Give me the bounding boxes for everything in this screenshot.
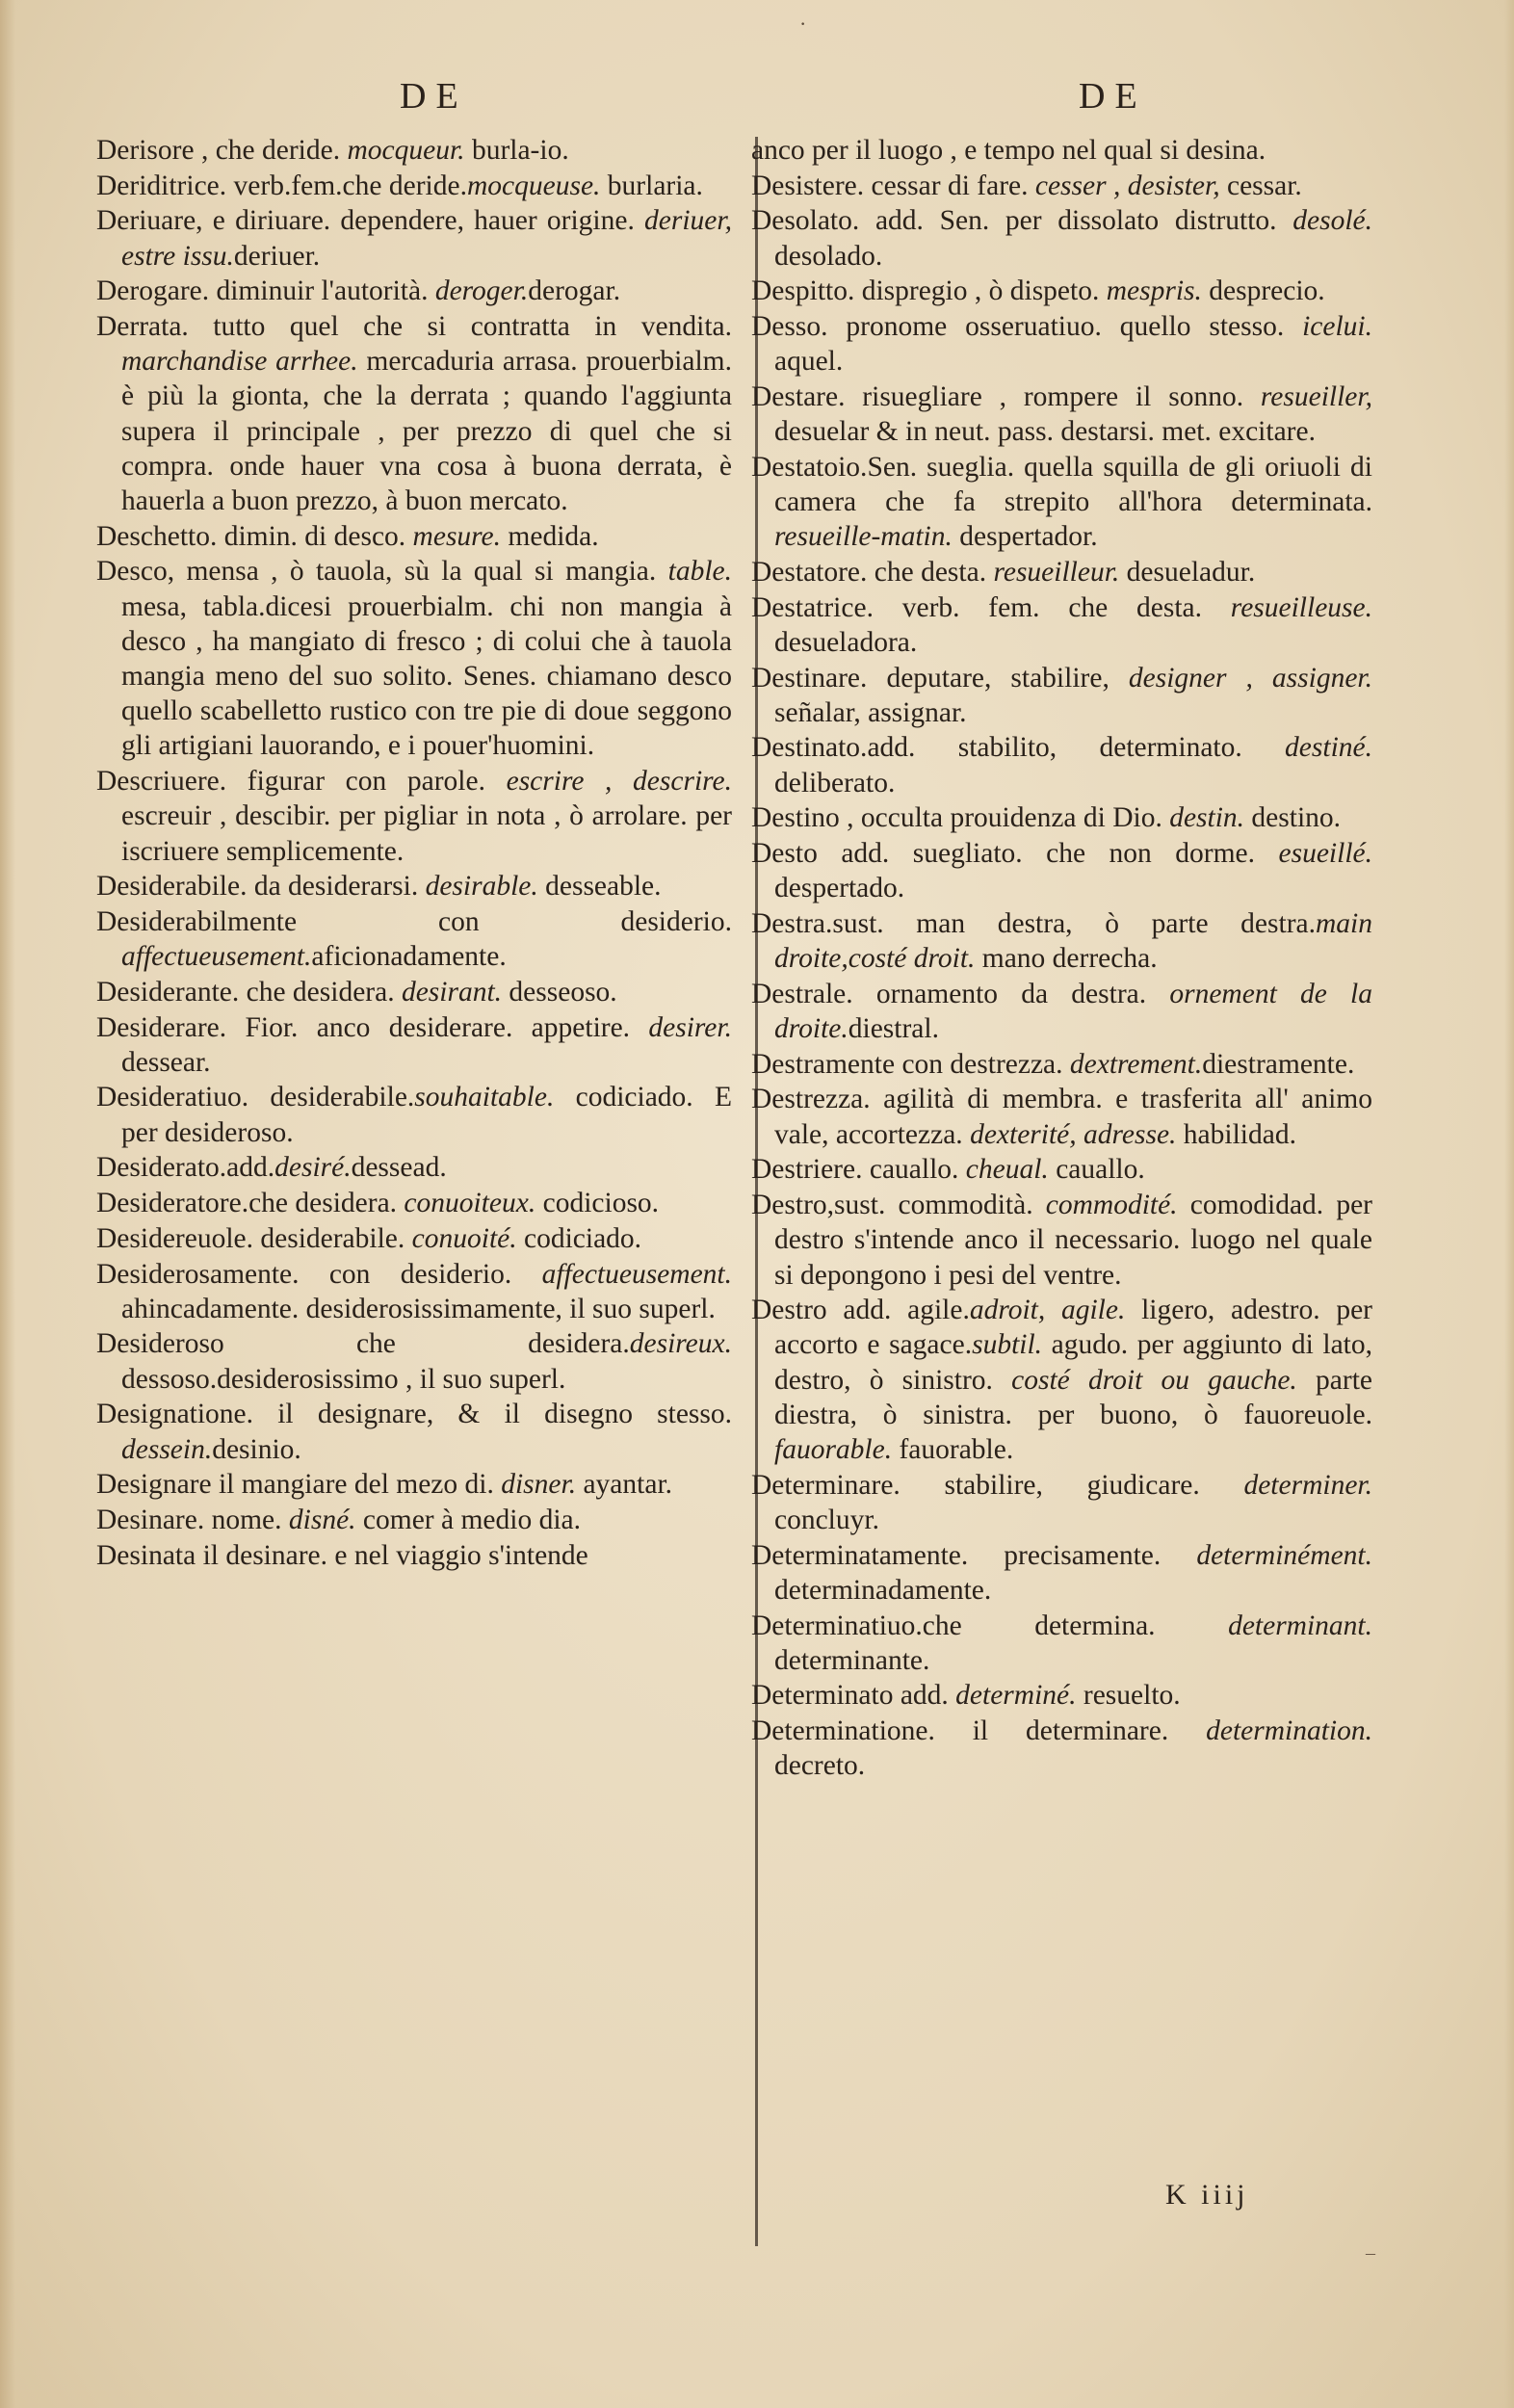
entry-definition: che desidera. [239,976,395,1008]
entry-headword: Desinare. [96,1504,205,1535]
entry-spanish: desseoso. [502,976,617,1008]
entry-french: conuoiteux. [397,1188,536,1219]
entry-definition: figurar con parole. [226,766,485,798]
entry-headword: Desistere. [751,170,865,201]
entry-definition: che deride. [208,135,341,166]
page-edge-shadow-left [0,0,15,2408]
entry-french: cesser , desister, [1028,170,1220,201]
entry-french: desiré. [274,1152,352,1184]
entry-spanish: diestral. [848,1013,939,1045]
entry-french: cheual. [958,1154,1049,1186]
entry-definition: verb. fem. che desta. [873,591,1203,623]
entry-french: desirer. [630,1011,732,1043]
entry-spanish: diestramente. [1202,1048,1355,1080]
entry-spanish: mesa, tabla.dicesi prouerbialm. chi non mangia à desco , ha mangiato di fresco ; di colui che à tauola mangia meno del suo solito. Senes. chiamano desco quello scabelletto rustico con tre pie di doue seggono gli artigiani lauorando, e i pouer'huomini. [121,590,732,762]
dictionary-entry [96,1538,732,1573]
dictionary-entry [751,203,1372,273]
entry-spanish: dessead. [351,1152,447,1184]
dictionary-entry [751,555,1372,589]
entry-headword: Desiderante. [96,976,240,1008]
entry-definition: precisamente. [968,1539,1162,1571]
dictionary-entry [751,730,1372,799]
entry-french: mesure. [405,520,502,552]
entry-spanish: medida. [501,520,599,552]
entry-definition: add. agile. [826,1295,970,1326]
dictionary-entry [751,906,1372,976]
dictionary-entry [96,904,732,974]
entry-spanish: despertado. [774,873,905,904]
entry-headword: Determinato [751,1680,894,1712]
entry-headword: Derogare. [96,275,210,307]
dictionary-entry [751,836,1372,905]
entry-definition: deputare, stabilire, [867,662,1109,694]
dictionary-entry [751,309,1372,379]
dictionary-entry [751,1678,1372,1713]
entry-definition: ornamento da destra. [852,978,1147,1009]
dictionary-entry [96,1467,732,1502]
entry-headword: Derisore , [96,135,209,166]
dictionary-entry [751,1538,1372,1608]
entry-french: escrire , descrire. [484,766,732,798]
entry-french: destin. [1162,802,1245,834]
entry-definition: verb.fem.che deride. [226,170,467,201]
entry-spanish: destino. [1244,802,1342,834]
entry-definition: risuegliare , rompere il sonno. [845,380,1244,412]
entry-headword: Desideratore. [96,1188,249,1219]
entry-spanish: escreuir , descibir. per pigliar in nota , ò arrolare. per iscriuere semplicemente. [121,800,732,867]
entry-french: commodité. [1032,1190,1178,1221]
top-mark: · [799,12,807,36]
entry-definition: diminuir l'autorità. [209,275,429,307]
entry-spanish: habilidad. [1176,1118,1296,1150]
running-header-left: DE [400,76,468,117]
entry-french: deroger. [428,275,529,307]
entry-french: souhaitable. [414,1082,555,1113]
dictionary-entry [751,977,1372,1046]
entry-french: costé droit ou gauche. [992,1364,1297,1396]
entry-headword: Despitto. [751,275,855,307]
entry-headword: Determinatiuo. [751,1610,923,1641]
entry-headword: Desideratiuo. [96,1082,249,1113]
entry-french: disné. [281,1504,356,1535]
dictionary-entry [96,133,732,168]
entry-spanish: desolado. [774,240,883,272]
dictionary-entry [96,1503,732,1537]
entry-spanish: deliberato. [774,767,896,798]
entry-french: desolé. [1276,205,1372,237]
entry-headword: Desiderabile. [96,871,248,903]
entry-definition: occulta prouidenza di Dio. [853,802,1162,834]
dictionary-entry [751,1468,1372,1537]
entry-french: designer , assigner. [1109,662,1373,694]
dictionary-entry [96,1150,732,1185]
dictionary-entry [96,169,732,203]
entry-definition: con destrezza. [895,1048,1063,1080]
dictionary-entry [96,274,732,308]
entry-french: determinant. [1155,1610,1372,1641]
entry-spanish: aquel. [774,346,844,378]
entry-definition: desiderabile. [248,1082,415,1113]
dictionary-entry [96,1080,732,1149]
entry-definition: add. suegliato. che non dorme. [817,838,1256,870]
dictionary-entry [96,869,732,903]
dictionary-entry [96,309,732,518]
entry-french: determiné. [948,1680,1077,1712]
entry-french: resueilleur. [986,556,1120,588]
entry-spanish: burlaria. [600,170,703,201]
entry-definition: nome. [204,1504,282,1535]
entry-definition: dimin. di desco. [217,520,406,552]
entry-french: dessein. [121,1433,213,1465]
entry-spanish: desueladur. [1119,556,1256,588]
dictionary-entry [751,133,1372,168]
dictionary-entry [96,1186,732,1220]
entry-definition: add. stabilito, determinato. [867,732,1242,764]
entry-spanish: ayantar. [576,1469,673,1501]
dictionary-entry [96,1257,732,1326]
entry-spanish: derogar. [528,275,621,307]
entry-spanish: ligero, adestro. per accorto e sagace. [774,1295,1372,1361]
dictionary-entry [96,1326,732,1396]
entry-spanish: determinadamente. [774,1574,992,1606]
entry-definition: agilità di membra. e trasferita all' animo vale, accortezza. [774,1084,1372,1150]
dictionary-entry [96,519,732,554]
entry-spanish: codiciado. [516,1222,642,1254]
dictionary-entry [96,764,732,869]
entry-definition: cessar di fare. [864,170,1029,201]
entry-headword: Desolato. [751,205,860,237]
left-column [96,133,732,1573]
entry-spanish: resuelto. [1076,1680,1181,1712]
entry-headword: Desiderosamente. [96,1258,300,1290]
entry-headword: Desideroso [96,1328,224,1360]
dictionary-entry [96,975,732,1009]
entry-spanish: desuelar & in neut. pass. destarsi. met. excitare. [774,416,1316,448]
entry-french: desirant. [394,976,503,1008]
dictionary-entry [96,554,732,763]
entry-headword: Descriuere. [96,766,227,798]
entry-french: main droite,costé droit. [774,907,1372,975]
entry-definition: che desidera. [248,1188,398,1219]
entry-spanish: desseable. [537,871,662,903]
dictionary-entry [751,1293,1372,1467]
entry-spanish: decreto. [774,1750,866,1782]
entry-spanish: mano derrecha. [975,943,1158,975]
entry-headword: Destra. [751,907,833,939]
entry-headword: Destramente [751,1048,896,1080]
entry-headword: Designare [96,1469,212,1501]
entry-headword: Destrezza. [751,1084,871,1115]
entry-spanish: concluyr. [774,1504,879,1535]
dictionary-entry [751,1152,1372,1187]
dictionary-entry [751,800,1372,835]
entry-spanish: aficionadamente. [311,941,507,973]
entry-headword: Desiderato. [96,1152,227,1184]
dictionary-entry [96,1010,732,1080]
dictionary-entry [96,203,732,273]
entry-headword: Desinata [96,1539,196,1571]
entry-definition: tutto quel che si contratta in vendita. [188,311,732,343]
entry-definition: add. Sen. per dissolato distrutto. [859,205,1277,237]
entry-spanish: desprecio. [1201,275,1325,307]
dictionary-entry [751,1188,1372,1293]
entry-headword: Destino , [751,802,854,834]
entry-definition: anco per il luogo , e tempo nel qual si desina. [751,135,1266,166]
entry-spanish: dessoso.desiderosissimo , il suo superl. [121,1363,566,1395]
entry-headword: Deschetto. [96,520,218,552]
signature-mark: K iiij [1165,2179,1249,2211]
entry-headword: Destro [751,1295,827,1326]
entry-french: ornement de la droite. [774,978,1372,1045]
right-column [751,133,1372,1784]
entry-definition: il desinare. e nel viaggio s'intende [196,1539,588,1571]
entry-headword: Destinato. [751,732,868,764]
entry-french: deriuer, estre issu. [121,205,732,272]
entry-definition: add. [893,1680,949,1712]
entry-definition: desiderabile. [253,1222,405,1254]
page-edge-shadow-right [1504,0,1514,2408]
entry-definition: dispregio , ò dispeto. [854,275,1100,307]
entry-headword: Derrata. [96,311,189,343]
entry-french: mespris. [1099,275,1202,307]
entry-headword: Desidereuole. [96,1222,253,1254]
entry-french: table. [656,556,732,588]
dictionary-entry [751,169,1372,203]
entry-french: affectueusement. [121,941,312,973]
entry-spanish: dessear. [121,1046,211,1078]
entry-definition: che desta. [867,556,987,588]
dictionary-entry [751,274,1372,308]
entry-spanish: comer à medio dia. [355,1504,581,1535]
entry-definition: mensa , ò tauola, sù la qual si mangia. [174,556,657,588]
entry-french: desireux. [629,1328,732,1360]
entry-spanish: ahincadamente. desiderosissimamente, il suo superl. [121,1293,716,1324]
entry-french: affectueusement. [511,1258,732,1290]
entry-headword: Destatrice. [751,591,874,623]
entry-definition: sust. man destra, ò parte destra. [832,907,1316,939]
entry-definition: sust. commodità. [834,1190,1033,1221]
dictionary-entry [751,1082,1372,1151]
entry-headword: Desiderabilmente [96,905,298,937]
dictionary-entry [751,590,1372,660]
dictionary-entry [751,661,1372,730]
entry-french: dextrement. [1062,1048,1203,1080]
entry-spanish: codicioso. [535,1188,660,1219]
entry-definition: Fior. anco desiderare. appetire. [226,1011,631,1043]
entry-french: resueilleuse. [1202,591,1372,623]
entry-definition: il determinare. [934,1715,1169,1747]
entry-headword: Determinare. [751,1469,901,1501]
entry-headword: Desiderare. [96,1011,227,1043]
entry-french: resueiller, [1243,380,1372,412]
entry-headword: Destinare. [751,662,868,694]
entry-spanish: codiciado. E per desideroso. [121,1082,732,1148]
entry-french: resueille-matin. [774,521,953,553]
entry-definition: il mangiare del mezo di. [211,1469,494,1501]
entry-spanish: cessar. [1219,170,1302,201]
entry-headword: Destro, [751,1190,835,1221]
entry-spanish: parte diestra, ò sinistra. per buono, ò fauoreuole. [774,1364,1372,1430]
entry-headword: Destrale. [751,978,853,1009]
entry-definition: con desiderio. [299,1258,512,1290]
entry-french: determination. [1168,1715,1372,1747]
entry-spanish: mercaduria arrasa. prouerbialm. è più la gionta, che la derrata ; quando l'aggiunta supera il principale , per prezzo di quel che si compra. onde hauer vna cosa à buona derrata, è hauerla a buon prezzo, à buon mercato. [121,346,732,517]
running-header-right: DE [1079,76,1147,117]
entry-definition: che desidera. [223,1328,630,1360]
dictionary-entry [96,1221,732,1256]
entry-headword: Desto [751,838,818,870]
entry-spanish: comodidad. per destro s'intende anco il necessario. luogo nel quale si depongono i pesi del ventre. [774,1190,1373,1291]
entry-spanish: cauallo. [1048,1154,1145,1186]
dictionary-entry [751,450,1372,555]
entry-spanish: desueladora. [774,626,918,658]
entry-headword: Desso. [751,311,828,343]
entry-french: adroit, agile. [969,1295,1126,1326]
entry-headword: Destare. [751,380,846,412]
entry-definition: il designare, & il disegno stesso. [253,1399,732,1430]
entry-definition: che determina. [922,1610,1156,1641]
entry-definition: con desiderio. [297,905,732,937]
entry-french: marchandise arrhee. [121,346,358,378]
entry-french: dexterité, adresse. [962,1118,1177,1150]
dictionary-entry [96,1397,732,1466]
entry-definition: da desiderarsi. [247,871,419,903]
entry-definition: dependere, hauer origine. [330,205,635,237]
entry-headword: Desco, [96,556,175,588]
entry-headword: Determinatamente. [751,1539,969,1571]
entry-headword: Destatoio. [751,451,868,483]
entry-headword: Designatione. [96,1399,254,1430]
entry-spanish: agudo. per aggiunto di lato, destro, ò sinistro. [774,1329,1372,1396]
entry-definition: Sen. sueglia. quella squilla de gli oriuoli di camera che fa strepito all'hora determinata. [774,451,1372,518]
entry-spanish: burla-io. [464,135,569,166]
entry-spanish: fauorable. [892,1434,1014,1466]
entry-french: mocqueur. [340,135,465,166]
entry-spanish: deriuer. [233,240,321,272]
entry-french: disner. [493,1469,577,1501]
entry-headword: Deriuare, e diriuare. [96,205,331,237]
entry-french: desirable. [418,871,538,903]
entry-spanish: determinante. [774,1644,930,1676]
entry-french: determinément. [1161,1539,1372,1571]
entry-spanish: señalar, assignar. [774,696,967,728]
entry-french: conuoité. [405,1222,517,1254]
entry-definition: cauallo. [862,1154,959,1186]
entry-french: destiné. [1241,732,1372,764]
entry-headword: Destatore. [751,556,868,588]
entry-headword: Determinatione. [751,1715,935,1747]
entry-definition: add. [226,1152,275,1184]
entry-french: subtil. [972,1329,1043,1361]
entry-french: fauorable. [774,1434,893,1466]
entry-spanish: despertador. [952,521,1098,553]
entry-spanish: desinio. [212,1433,301,1465]
dictionary-entry [751,1047,1372,1082]
entry-headword: Deriditrice. [96,170,227,201]
bottom-mark: – [1366,2242,1375,2264]
dictionary-entry [751,1609,1372,1678]
entry-headword: Destriere. [751,1154,863,1186]
entry-definition: stabilire, giudicare. [900,1469,1200,1501]
entry-french: icelui. [1284,311,1372,343]
entry-french: esueillé. [1255,838,1372,870]
dictionary-entry [751,380,1372,449]
dictionary-entry [751,1714,1372,1783]
entry-definition: pronome osseruatiuo. quello stesso. [827,311,1285,343]
entry-french: mocqueuse. [466,170,601,201]
entry-french: determiner. [1199,1469,1373,1501]
